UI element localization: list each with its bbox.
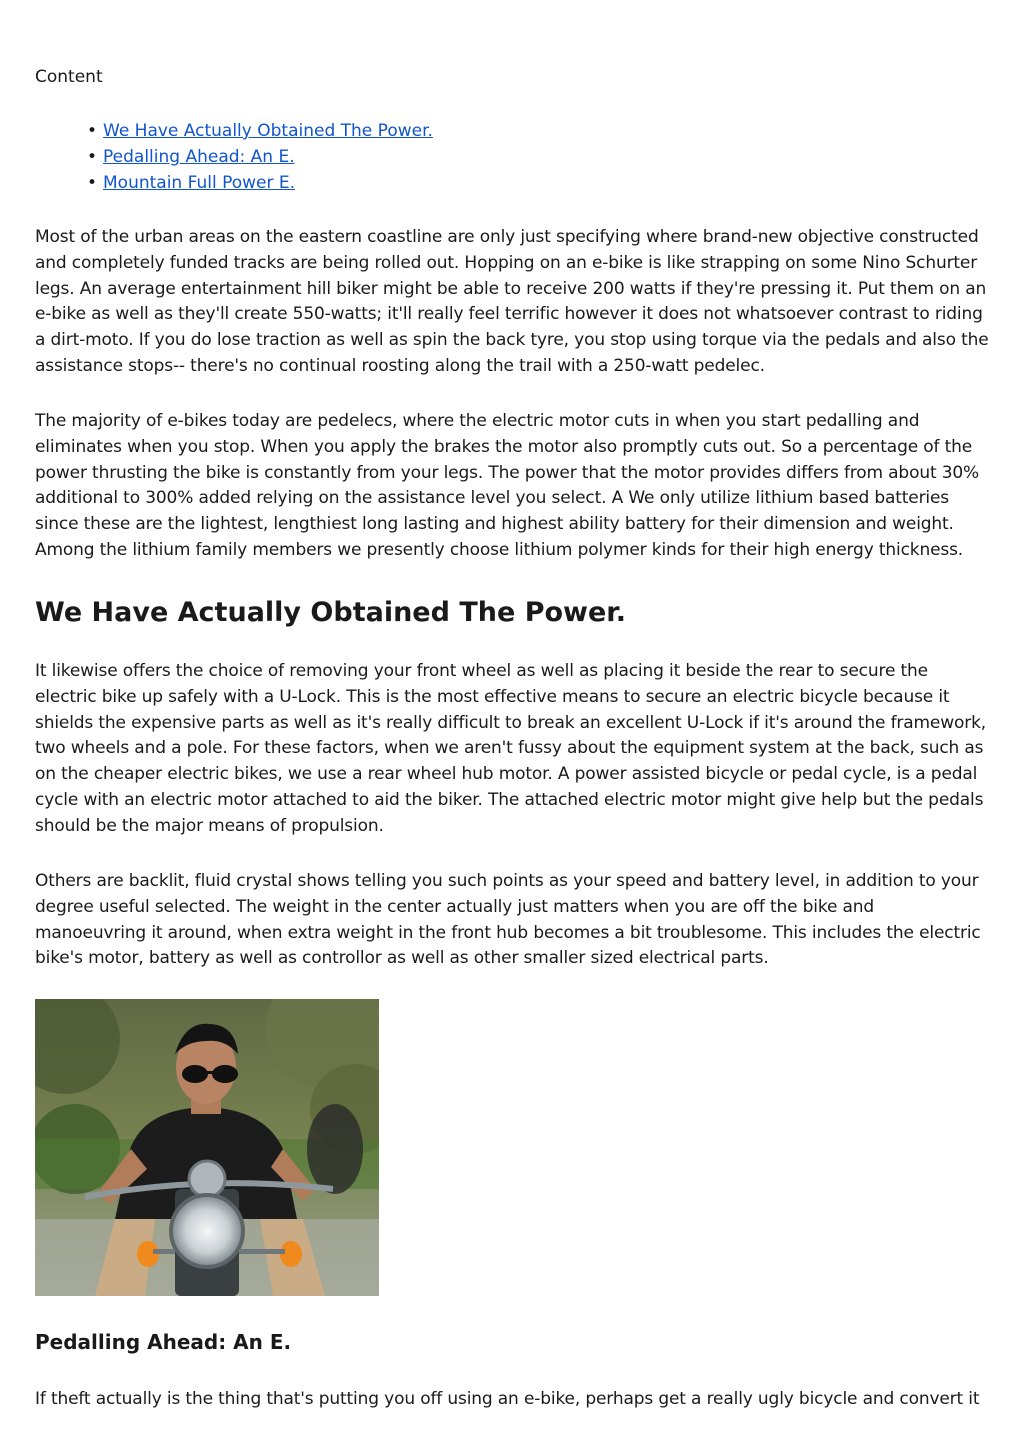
- section-heading-power: We Have Actually Obtained The Power.: [35, 597, 627, 628]
- toc-item: [87, 144, 433, 170]
- paragraph-5: If theft actually is the thing that's putting you off using an e-bike, perhaps get a really ugly bicycle and convert it: [35, 1389, 980, 1409]
- toc-item: [87, 170, 433, 196]
- bullet-icon: •: [87, 147, 98, 167]
- bullet-icon: •: [87, 173, 98, 193]
- toc-link-pedalling[interactable]: Pedalling Ahead: An E.: [103, 147, 295, 167]
- toc-link-power[interactable]: We Have Actually Obtained The Power.: [103, 121, 433, 141]
- toc-link-mountain[interactable]: Mountain Full Power E.: [103, 173, 296, 193]
- content-label: Content: [35, 67, 103, 87]
- toc-item: [87, 118, 433, 144]
- paragraph-3: It likewise offers the choice of removing your front wheel as well as placing it beside the rear to secure the electric bike up safely with a U-Lock. This is the most effective means to secure an electric bicycle because it shields the expensive parts as well as it's really difficult to break an excellent U-Lock if it's around the framework, two wheels and a pole. For these factors, when we aren't fussy about the equipment system at the back, such as on the cheaper electric bikes, we use a rear wheel hub motor. A power assisted bicycle or pedal cycle, is a pedal cycle with an electric motor attached to aid the biker. The attached electric motor might give help but the pedals should be the major means of propulsion.: [35, 661, 987, 836]
- table-of-contents: [87, 118, 433, 196]
- paragraph-2: The majority of e-bikes today are pedelecs, where the electric motor cuts in when you start pedalling and eliminates when you stop. When you apply the brakes the motor also promptly cuts out. So a percentage of the power thrusting the bike is constantly from your legs. The power that the motor provides differs from about 30% additional to 300% added relying on the assistance level you select. A We only utilize lithium based batteries since these are the lightest, lengthiest long lasting and highest ability battery for their dimension and weight. Among the lithium family members we presently choose lithium polymer kinds for their high energy thickness.: [35, 411, 980, 560]
- bullet-icon: •: [87, 121, 98, 141]
- rider-photo: [35, 999, 379, 1296]
- section-heading-pedalling: Pedalling Ahead: An E.: [35, 1330, 292, 1354]
- paragraph-1: Most of the urban areas on the eastern coastline are only just specifying where brand-new objective constructed and completely funded tracks are being rolled out. Hopping on an e-bike is like strapping on some Nino Schurter legs. An average entertainment hill biker might be able to receive 200 watts if they're pressing it. Put them on an e-bike as well as they'll create 550-watts; it'll really feel terrific however it does not whatsoever contrast to riding a dirt-moto. If you do lose traction as well as spin the back tyre, you stop using torque via the pedals and also the assistance stops-- there's no continual roosting along the trail with a 250-watt pedelec.: [35, 227, 989, 376]
- paragraph-4: Others are backlit, fluid crystal shows telling you such points as your speed and battery level, in addition to your degree useful selected. The weight in the center actually just matters when you are off the bike and manoeuvring it around, when extra weight in the front hub becomes a bit troublesome. This includes the electric bike's motor, battery as well as controllor as well as other smaller sized electrical parts.: [35, 871, 981, 969]
